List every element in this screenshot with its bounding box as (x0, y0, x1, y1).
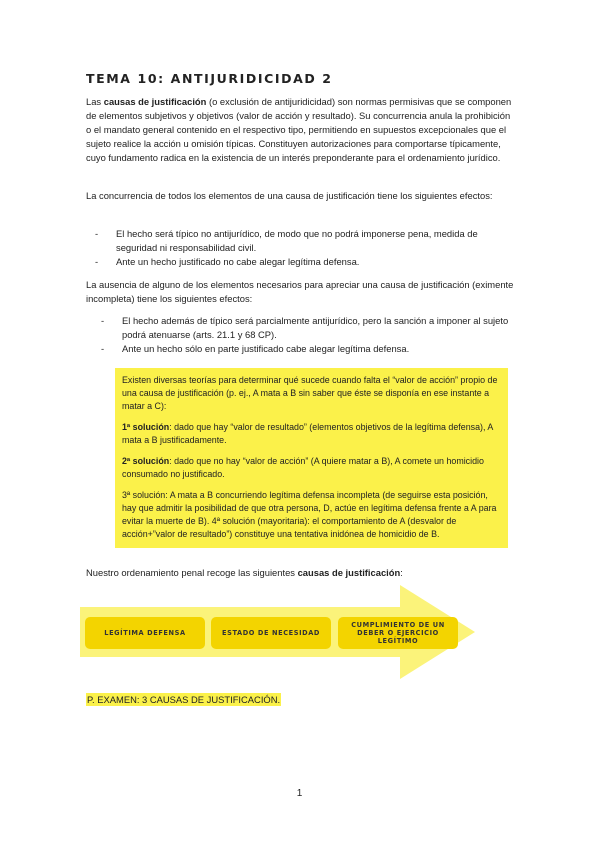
exam-note: P. EXAMEN: 3 CAUSAS DE JUSTIFICACIÓN. (87, 694, 281, 705)
cause-cumplimiento-deber: CUMPLIMIENTO DE UN DEBER O EJERCICIO LEGÍTIMO (338, 617, 458, 649)
cause-legitima-defensa: LEGÍTIMA DEFENSA (85, 617, 205, 649)
list-item: - El hecho será típico no antijurídico, de modo que no podrá imponerse pena, medida de seguridad ni responsabilidad civil. (95, 228, 478, 253)
list-item: - Ante un hecho justificado no cabe alegar legítima defensa. (95, 256, 360, 267)
note-solution-2: 2ª solución: dado que no hay “valor de acción” (A quiere matar a B), A comete un homicidio consumado no justificado. (122, 456, 484, 479)
concurrence-list (95, 227, 513, 269)
causes-diagram (80, 585, 475, 679)
concurrence-paragraph: La concurrencia de todos los elementos de una causa de justificación tiene los siguientes efectos: (86, 190, 493, 201)
theories-note-box (115, 368, 508, 548)
absence-list (101, 314, 515, 356)
cause-estado-necesidad: ESTADO DE NECESIDAD (211, 617, 331, 649)
absence-paragraph: La ausencia de alguno de los elementos necesarios para apreciar una causa de justificación (eximente incompleta) tiene los siguientes efectos: (86, 279, 514, 304)
list-item: - El hecho además de típico será parcialmente antijurídico, pero la sanción a imponer al sujeto podrá atenuarse (arts. 21.1 y 68 CP). (101, 315, 509, 340)
note-intro: Existen diversas teorías para determinar qué sucede cuando falta el “valor de acción” propio de una causa de justificación (p. ej., A mata a B sin saber que éste se disponía en ese instante a matar a C): (122, 375, 498, 411)
note-solution-1: 1ª solución: dado que hay “valor de resultado” (elementos objetivos de la legítima defensa), A mata a B justificadamente. (122, 422, 493, 445)
list-item: - Ante un hecho sólo en parte justificado cabe alegar legítima defensa. (101, 343, 410, 354)
causes-intro-bold-term: causas de justificación (297, 567, 401, 578)
note-solution-3: 3ª solución: A mata a B concurriendo legítima defensa incompleta (de seguirse esta posición, hay que admitir la posibilidad de que otra persona, D, actúe en legítima defensa frente a A para evitar la muerte de B). 4ª solución (mayoritaria): el comportamiento de A (desvalor de acción+”valor de resultado”) constituye una tentativa inidónea de homicidio de B. (122, 490, 497, 539)
intro-paragraph: Las causas de justificación (o exclusión de antijuridicidad) son normas permisivas que se componen de elementos subjetivos y objetivos (valor de acción y resultado). Su concurrencia anula la prohibición o el mandato general contenido en el respectivo tipo, permitiendo en supuestos excepcionales que el sujeto realice la acción u omisión típicas. Constituyen autorizaciones para comportarse típicamente, cuyo fundamento radica en la existencia de un interés preponderante para el ordenamiento jurídico. (86, 96, 512, 163)
causes-intro-paragraph: Nuestro ordenamiento penal recoge las siguientes causas de justificación: (86, 567, 403, 578)
page-number: 1 (296, 788, 303, 799)
intro-bold-term: causas de justificación (103, 96, 207, 107)
page-title: TEMA 10: ANTIJURIDICIDAD 2 (86, 71, 333, 86)
